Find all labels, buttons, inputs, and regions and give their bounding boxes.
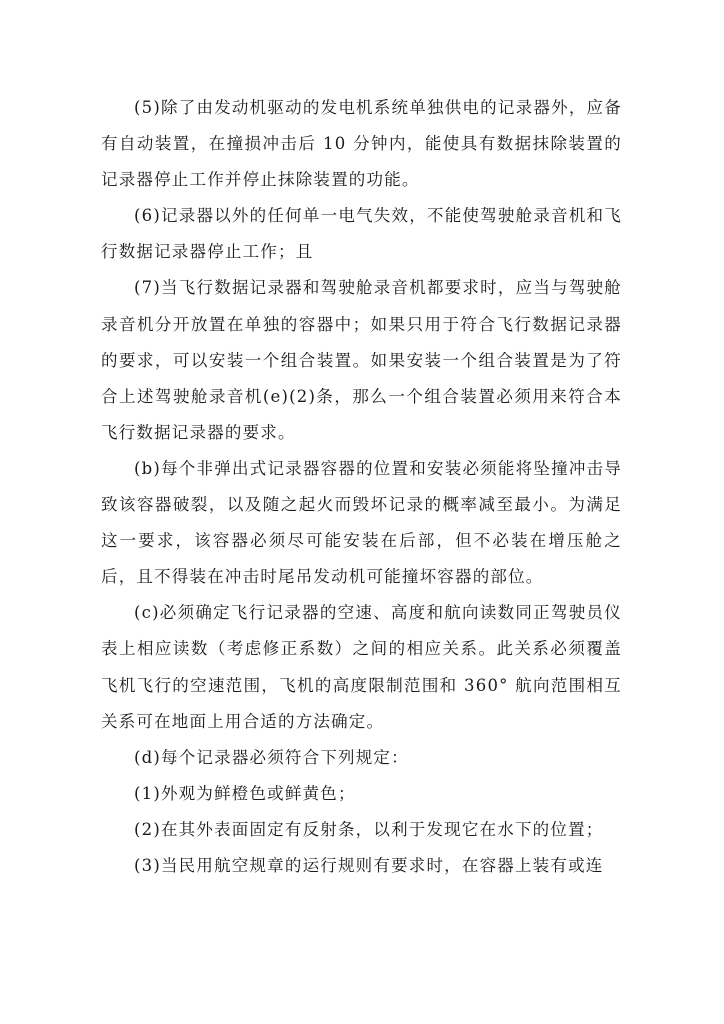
paragraph-d2-reflective-tape: (2)在其外表面固定有反射条，以利于发现它在水下的位置； xyxy=(134,819,604,839)
paragraph-b-container-location: (b)每个非弹出式记录器容器的位置和安装必须能将坠撞冲击导致该容器破裂，以及随之起火而毁坏记录的概率减至最小。为满足这一要求，该容器必须尽可能安装在后部，但不必装在增压舱之后，且不得装在冲击时尾吊发动机可能撞坏容器的部位。 xyxy=(101,458,622,587)
paragraph-d1-color: (1)外观为鲜橙色或鲜黄色； xyxy=(134,783,356,803)
paragraph-d-recorder-rules: (d)每个记录器必须符合下列规定： xyxy=(134,747,409,767)
paragraph-5-auto-device: (5)除了由发动机驱动的发电机系统单独供电的记录器外，应备有自动装置，在撞损冲击后 10 分钟内，能使具有数据抹除装置的记录器停止工作并停止抹除装置的功能。 xyxy=(101,98,622,190)
document-body xyxy=(101,90,622,884)
paragraph-c-correlation: (c)必须确定飞行记录器的空速、高度和航向读数同正驾驶员仪表上相应读数（考虑修正系数）之间的相应关系。此关系必须覆盖飞机飞行的空速范围，飞机的高度限制范围和 360° 航向范围相互关系可在地面上用合适的方法确定。 xyxy=(101,603,622,731)
paragraph-d3-beacon: (3)当民用航空规章的运行规则有要求时，在容器上装有或连 xyxy=(134,855,604,875)
paragraph-6-electrical-failure: (6)记录器以外的任何单一电气失效，不能使驾驶舱录音机和飞行数据记录器停止工作；且 xyxy=(101,206,622,262)
paragraph-7-combined-unit: (7)当飞行数据记录器和驾驶舱录音机都要求时，应当与驾驶舱录音机分开放置在单独的容器中；如果只用于符合飞行数据记录器的要求，可以安装一个组合装置。如果安装一个组合装置是为了符合上述驾驶舱录音机(e)(2)条，那么一个组合装置必须用来符合本飞行数据记录器的要求。 xyxy=(101,278,622,442)
